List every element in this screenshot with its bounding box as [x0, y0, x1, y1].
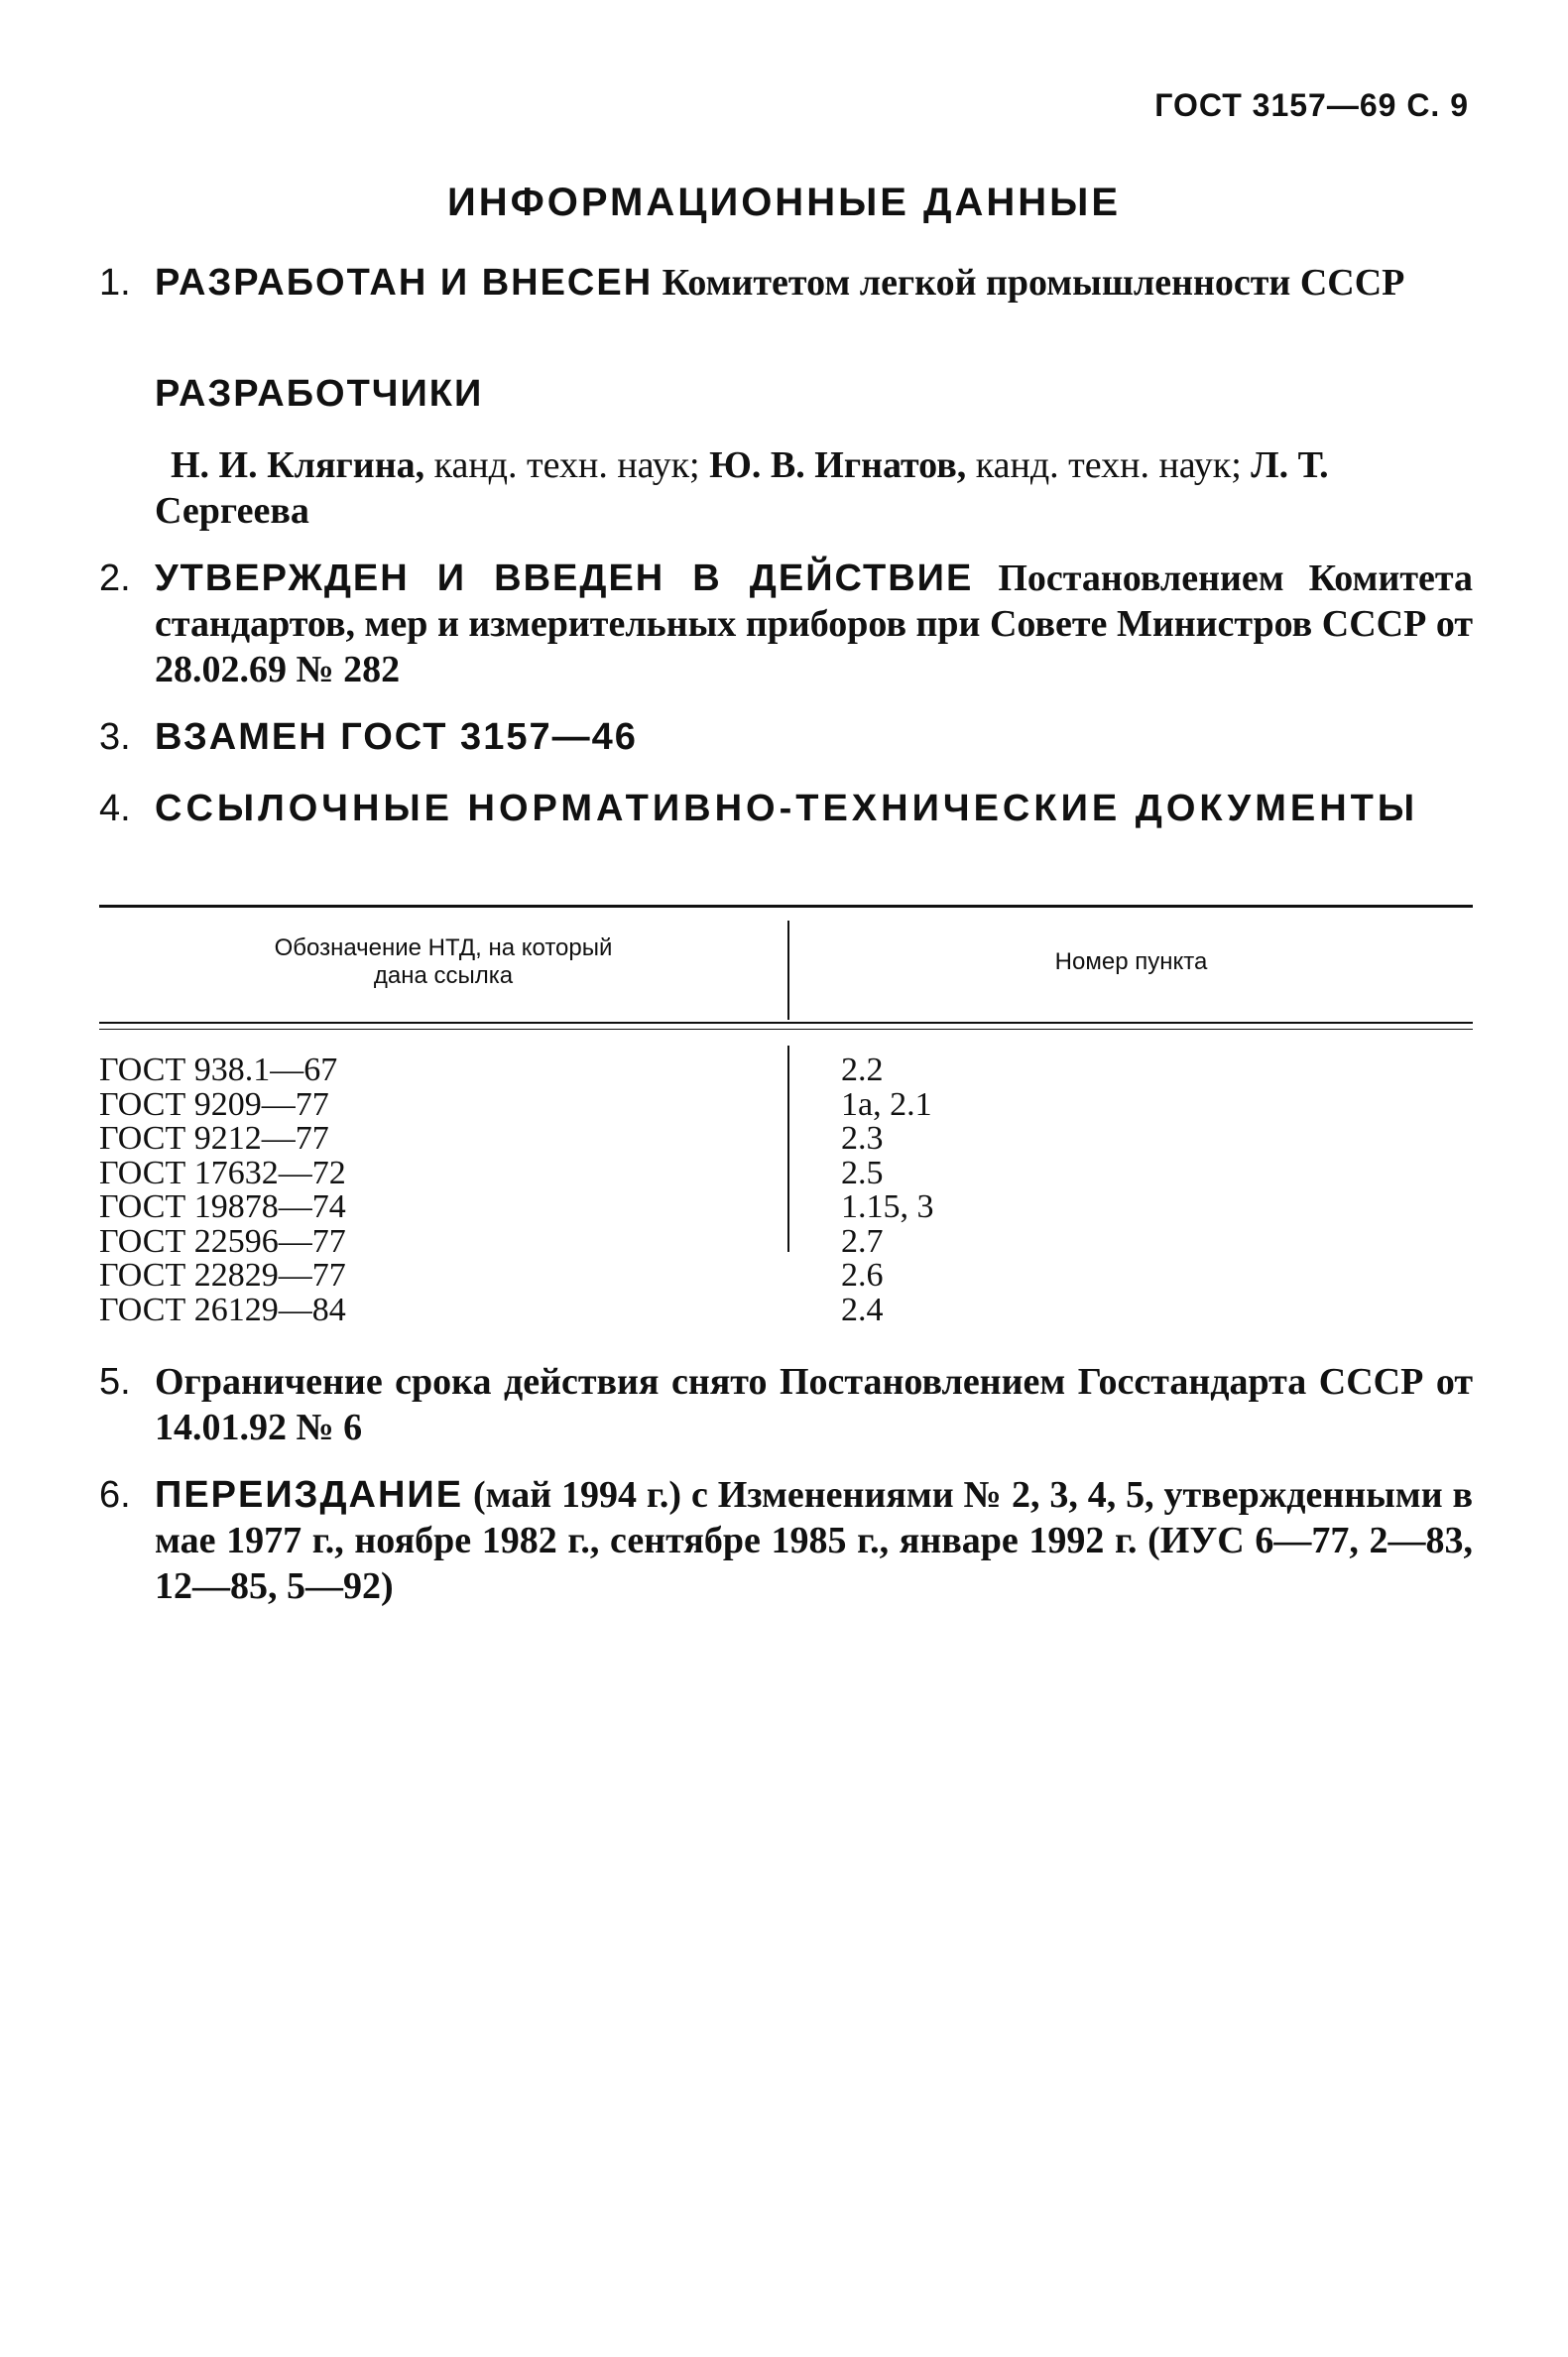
doc-designation: ГОСТ 17632—72	[99, 1154, 346, 1191]
page-title: ИНФОРМАЦИОННЫЕ ДАННЫЕ	[446, 181, 1122, 224]
section-3	[99, 714, 1473, 760]
table-row	[99, 1222, 1473, 1260]
item-number: 2.5	[841, 1154, 884, 1191]
author-title: канд. техн. наук;	[433, 444, 700, 486]
section-1-lead: РАЗРАБОТАН И ВНЕСЕН	[155, 262, 654, 304]
item-number: 2.7	[841, 1222, 884, 1260]
author-name: Л. Т. Сергеева	[155, 444, 1329, 532]
item-number: 2.4	[841, 1291, 884, 1328]
header-line: Обозначение НТД, на который	[274, 934, 613, 961]
section-2	[99, 556, 1473, 692]
reference-table	[99, 905, 1473, 1345]
section-2-lead: УТВЕРЖДЕН И ВВЕДЕН В ДЕЙСТВИЕ	[155, 558, 974, 599]
doc-designation: ГОСТ 938.1—67	[99, 1052, 338, 1088]
item-number: 2.6	[841, 1257, 884, 1294]
section-3-text: ВЗАМЕН ГОСТ 3157—46	[155, 716, 638, 758]
section-6-lead: ПЕРЕИЗДАНИЕ	[155, 1474, 464, 1516]
section-5	[99, 1359, 1473, 1450]
table-row	[99, 1085, 1473, 1123]
section-6-text: (май 1994 г.) с Изменениями № 2, 3, 4, 5, утвержденными в мае 1977 г., ноябре 1982 г., сентябре 1985 г., январе 1992 г. (ИУС 6—77, 2—83, 12—85, 5—92)	[155, 1474, 1473, 1607]
doc-designation: ГОСТ 22596—77	[99, 1222, 346, 1260]
item-number: 1.15, 3	[841, 1188, 934, 1225]
section-2-text: Постановлением Комитета стандартов, мер и измерительных приборов при Совете Министров СССР от 28.02.69 № 282	[155, 558, 1473, 690]
developers-list	[155, 442, 1473, 534]
doc-designation: ГОСТ 26129—84	[99, 1291, 346, 1328]
table-row	[99, 1291, 1473, 1328]
table-row	[99, 1190, 1473, 1225]
section-number: 3.	[99, 716, 131, 758]
table-rule	[99, 905, 1473, 908]
section-number: 6.	[99, 1474, 131, 1516]
author-title: канд. техн. наук;	[975, 444, 1242, 486]
header-line: дана ссылка	[373, 962, 514, 989]
section-4	[99, 786, 1473, 831]
developers-heading: РАЗРАБОТЧИКИ	[155, 373, 484, 415]
section-6	[99, 1472, 1473, 1609]
author-name: Н. И. Клягина,	[171, 444, 425, 486]
section-5-text: Ограничение срока действия снято Постановлением Госстандарта СССР от 14.01.92 № 6	[155, 1361, 1473, 1448]
table-rule	[99, 1029, 1473, 1030]
doc-designation: ГОСТ 9212—77	[99, 1120, 329, 1157]
doc-designation: ГОСТ 9209—77	[99, 1085, 329, 1123]
item-number: 2.3	[841, 1120, 884, 1157]
table-header-item: Номер пункта	[1054, 948, 1208, 975]
section-1	[99, 260, 1473, 306]
doc-designation: ГОСТ 19878—74	[99, 1188, 346, 1225]
author-name: Ю. В. Игнатов,	[709, 444, 967, 486]
section-number: 4.	[99, 788, 131, 829]
section-4-text: ССЫЛОЧНЫЕ НОРМАТИВНО-ТЕХНИЧЕСКИЕ ДОКУМЕНТЫ	[155, 788, 1419, 829]
section-number: 5.	[99, 1361, 131, 1403]
table-row	[99, 1259, 1473, 1294]
item-number: 2.2	[841, 1052, 884, 1088]
table-row	[99, 1154, 1473, 1191]
table-row	[99, 1122, 1473, 1157]
doc-designation: ГОСТ 22829—77	[99, 1257, 346, 1294]
page-header: ГОСТ 3157—69 С. 9	[1154, 87, 1469, 123]
table-row	[99, 1054, 1473, 1088]
table-header-doc	[99, 934, 787, 990]
table-rule	[99, 1022, 1473, 1024]
section-number: 2.	[99, 558, 131, 599]
table-body	[99, 1054, 1473, 1327]
section-1-text: Комитетом легкой промышленности СССР	[662, 262, 1405, 304]
item-number: 1а, 2.1	[841, 1085, 932, 1123]
section-number: 1.	[99, 262, 131, 304]
